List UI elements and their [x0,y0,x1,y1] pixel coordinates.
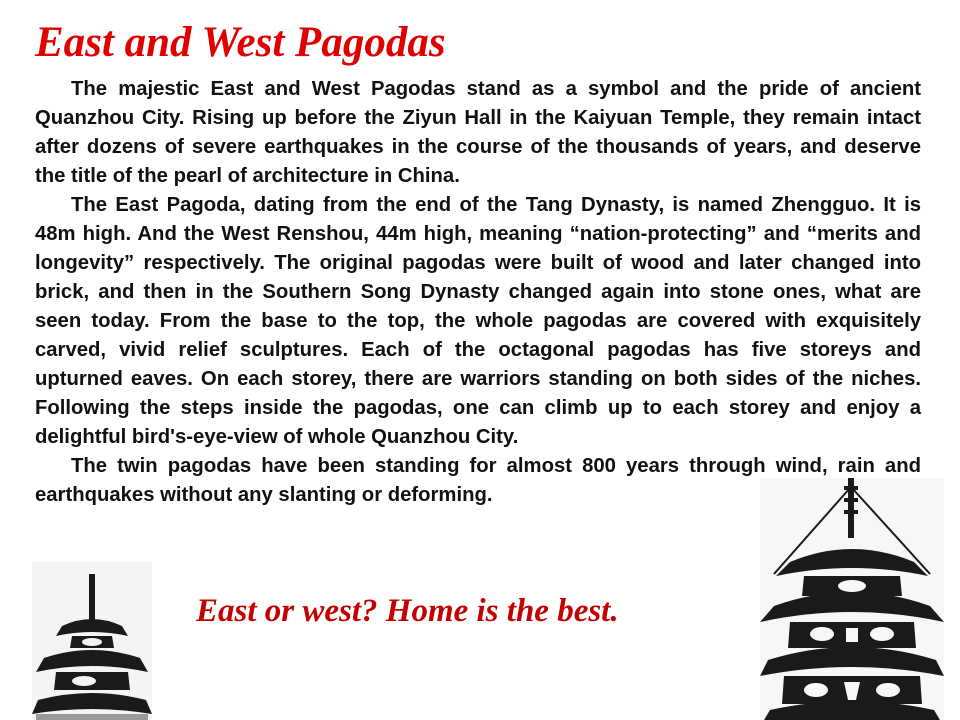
pagoda-left-illustration [32,562,152,720]
paragraph-endurance: The twin pagodas have been standing for almost 800 years through wind, rain and earthquakes without any slanting or deforming. [35,455,921,506]
paragraph-intro: The majestic East and West Pagodas stand as a symbol and the pride of ancient Quanzhou City. Rising up before the Ziyun Hall in the Kaiyuan Temple, they remain intact after dozens of severe earthquakes in the course of the thousands of years, and deserve the title of the pearl of architecture in China. [35,78,921,187]
paragraph-history: The East Pagoda, dating from the end of the Tang Dynasty, is named Zhengguo. It is 48m high. And the West Renshou, 44m high, meaning “nation-protecting” and “merits and longevity” respectively. The original pagodas were built of wood and later changed into brick, and then in the Southern Song Dynasty changed again into stone ones, what are seen today. From the base to the top, the whole pagodas are covered with exquisitely carved, vivid relief sculptures. Each of the octagonal pagodas has five storeys and upturned eaves. On each storey, there are warriors standing on both sides of the niches. Following the steps inside the pagodas, one can climb up to each storey and enjoy a delightful bird's-eye-view of whole Quanzhou City. [35,194,921,448]
article-body [35,75,921,510]
pagoda-right-illustration [760,478,944,720]
motto-text: East or west? Home is the best. [196,593,619,629]
page-title: East and West Pagodas [35,19,446,66]
